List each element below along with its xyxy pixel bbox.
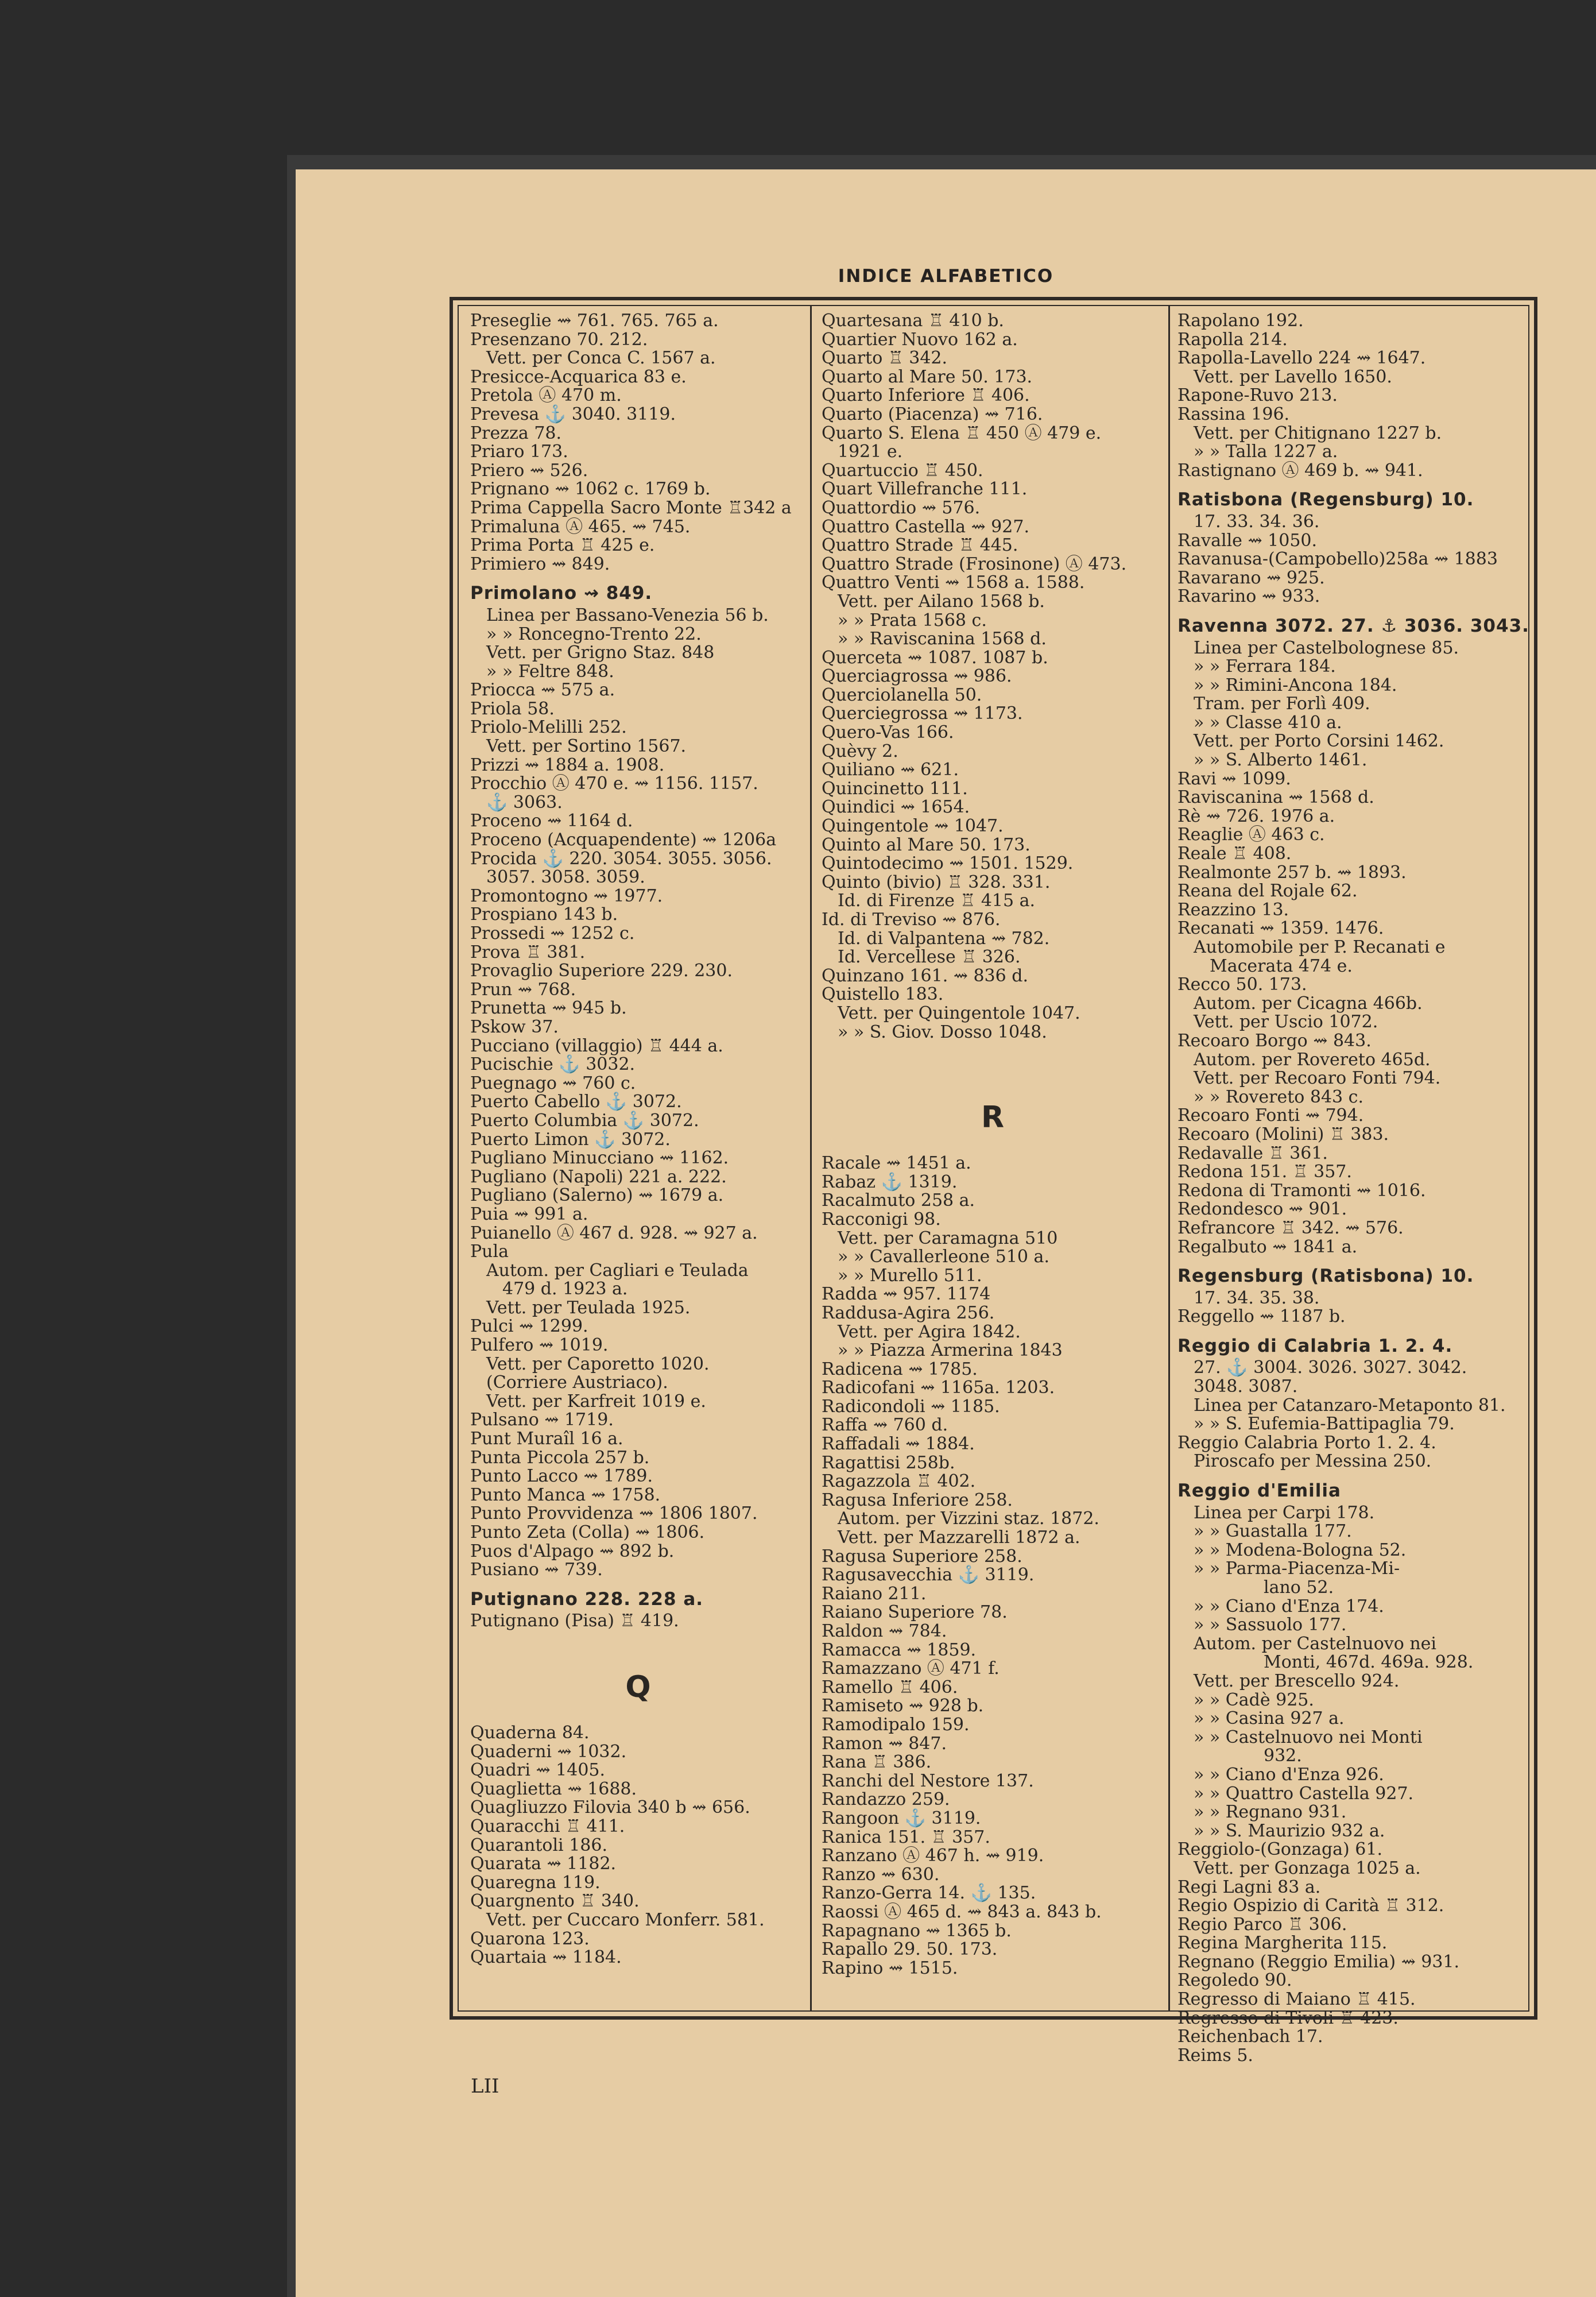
index-entry: Rapino ⇝ 1515. [822, 1958, 958, 1978]
index-entry: Reale ♖ 408. [1177, 844, 1292, 864]
column-rule-2 [1168, 306, 1170, 2010]
index-entry: Pulci ⇝ 1299. [470, 1316, 588, 1337]
index-entry: Punt Muraîl 16 a. [470, 1429, 623, 1449]
section-letter: R [981, 1100, 1005, 1135]
index-entry: Ravalle ⇝ 1050. [1177, 530, 1318, 551]
index-entry: Ramon ⇝ 847. [822, 1733, 947, 1754]
index-entry: Quinzano 161. ⇝ 836 d. [822, 965, 1028, 986]
index-entry: Quargnento ♖ 340. [470, 1891, 640, 1912]
index-entry: Vett. per Uscio 1072. [1194, 1012, 1378, 1033]
index-entry: Puia ⇝ 991 a. [470, 1204, 588, 1224]
index-entry: Piroscafo per Messina 250. [1194, 1451, 1432, 1472]
section-letter: Q [625, 1669, 651, 1704]
index-entry: Quingentole ⇝ 1047. [822, 816, 1004, 837]
book-page [296, 169, 1596, 2297]
index-entry: Autom. per Cicagna 466b. [1194, 993, 1423, 1014]
spacer [822, 1042, 1164, 1061]
index-entry: » » S. Eufemia-Battipaglia 79. [1194, 1414, 1455, 1434]
index-entry: Puianello Ⓐ 467 d. 928. ⇝ 927 a. [470, 1223, 758, 1243]
index-heading-entry: Putignano 228. 228 a. [470, 1588, 704, 1610]
index-entry: Ranica 151. ♖ 357. [822, 1827, 990, 1847]
index-entry: Radda ⇝ 957. 1174 [822, 1284, 991, 1305]
index-entry: Priolo-Melilli 252. [470, 717, 627, 738]
index-entry: Recoaro Borgo ⇝ 843. [1177, 1030, 1372, 1051]
index-entry: Punto Provvidenza ⇝ 1806 1807. [470, 1503, 758, 1524]
index-entry: Raiano Superiore 78. [822, 1602, 1008, 1623]
index-entry: » » Guastalla 177. [1194, 1521, 1352, 1542]
index-entry: Raossi Ⓐ 465 d. ⇝ 843 a. 843 b. [822, 1901, 1102, 1922]
index-entry: lano 52. [1264, 1577, 1334, 1598]
index-entry: Procchio Ⓐ 470 e. ⇝ 1156. 1157. [470, 774, 758, 794]
index-entry: Quincinetto 111. [822, 778, 968, 799]
index-entry: Prevesa ⚓ 3040. 3119. [470, 404, 676, 424]
spacer [470, 1704, 806, 1724]
index-entry: Prospiano 143 b. [470, 904, 618, 925]
index-entry: Pulfero ⇝ 1019. [470, 1335, 609, 1356]
index-entry: » » Casina 927 a. [1194, 1708, 1345, 1729]
index-entry: Vett. per Agira 1842. [838, 1321, 1021, 1342]
index-entry: Quartuccio ♖ 450. [822, 460, 983, 481]
index-entry: Ragusavecchia ⚓ 3119. [822, 1565, 1035, 1586]
index-entry: Regio Parco ♖ 306. [1177, 1914, 1347, 1935]
index-entry: Ragattisi 258b. [822, 1452, 955, 1473]
index-entry: Autom. per Vizzini staz. 1872. [838, 1509, 1099, 1529]
index-entry: Rassina 196. [1177, 404, 1290, 424]
spacer [470, 1631, 806, 1650]
index-entry: » » Roncegno-Trento 22. [486, 624, 702, 644]
index-entry: Pucischie ⚓ 3032. [470, 1054, 636, 1075]
index-entry: Reggello ⇝ 1187 b. [1177, 1306, 1346, 1327]
index-entry: Pretola Ⓐ 470 m. [470, 385, 622, 406]
index-entry: » » Sassuolo 177. [1194, 1615, 1347, 1635]
index-entry: Presenzano 70. 212. [470, 329, 648, 350]
index-entry: » » Quattro Castella 927. [1194, 1783, 1414, 1804]
index-entry: Querciolanella 50. [822, 685, 982, 705]
index-entry: Vett. per Porto Corsini 1462. [1194, 731, 1444, 752]
index-entry: Quattro Strade ♖ 445. [822, 535, 1018, 556]
index-entry: Id. di Valpantena ⇝ 782. [838, 928, 1050, 949]
index-entry: » » S. Alberto 1461. [1194, 750, 1368, 771]
index-entry: Rapallo 29. 50. 173. [822, 1939, 998, 1960]
index-entry: Pugliano Minucciano ⇝ 1162. [470, 1148, 729, 1169]
index-entry: Puos d'Alpago ⇝ 892 b. [470, 1541, 675, 1561]
index-entry: Recoaro Fonti ⇝ 794. [1177, 1105, 1364, 1126]
index-entry: Vett. per Grigno Staz. 848 [486, 643, 715, 663]
index-entry: Redavalle ♖ 361. [1177, 1143, 1328, 1163]
index-entry: Raldon ⇝ 784. [822, 1621, 947, 1641]
index-entry: » » Cadè 925. [1194, 1689, 1314, 1710]
index-entry: » » S. Maurizio 932 a. [1194, 1820, 1385, 1841]
index-entry: Raiano 211. [822, 1583, 927, 1604]
index-entry: Ramazzano Ⓐ 471 f. [822, 1658, 1000, 1679]
index-entry: Primaluna Ⓐ 465. ⇝ 745. [470, 516, 691, 537]
index-entry: Radicofani ⇝ 1165a. 1203. [822, 1378, 1055, 1398]
index-entry: Reana del Rojale 62. [1177, 881, 1358, 902]
spacer [822, 1081, 1164, 1100]
index-entry: Regnano (Reggio Emilia) ⇝ 931. [1177, 1951, 1460, 1972]
index-entry: Provaglio Superiore 229. 230. [470, 961, 733, 981]
index-entry: Prima Porta ♖ 425 e. [470, 535, 655, 556]
index-entry: Quaregna 119. [470, 1872, 601, 1893]
spacer [822, 1135, 1164, 1154]
index-entry: Quaracchi ♖ 411. [470, 1816, 625, 1836]
index-entry: Priaro 173. [470, 442, 568, 462]
index-entry: Ranzano Ⓐ 467 h. ⇝ 919. [822, 1846, 1044, 1866]
index-entry: 932. [1264, 1746, 1302, 1766]
index-entry: Ravanusa-(Campobello)258a ⇝ 1883 [1177, 549, 1498, 570]
index-entry: Linea per Catanzaro-Metaponto 81. [1194, 1395, 1506, 1416]
index-entry: » » Feltre 848. [486, 661, 614, 682]
index-entry: Realmonte 257 b. ⇝ 1893. [1177, 862, 1407, 883]
index-entry: Ravarano ⇝ 925. [1177, 567, 1325, 588]
index-entry: Reazzino 13. [1177, 899, 1289, 920]
column-rule-1 [810, 306, 812, 2010]
index-entry: Radicondoli ⇝ 1185. [822, 1396, 1000, 1417]
index-entry: Ranzo-Gerra 14. ⚓ 135. [822, 1883, 1036, 1904]
index-frame [450, 297, 1537, 2066]
index-entry: » » Raviscanina 1568 d. [838, 629, 1047, 649]
index-entry: Quarona 123. [470, 1928, 590, 1949]
index-entry: Prima Cappella Sacro Monte ♖342 a [470, 497, 792, 518]
index-entry: » » Prata 1568 c. [838, 610, 987, 631]
index-column-2 [822, 312, 1164, 1978]
index-entry: Regresso di Tivoli ♖ 423. [1177, 2008, 1399, 2028]
index-entry: 17. 33. 34. 36. [1194, 511, 1320, 532]
index-entry: Rabaz ⚓ 1319. [822, 1171, 958, 1192]
index-entry: Monti, 467d. 469a. 928. [1264, 1652, 1474, 1673]
index-entry: Racale ⇝ 1451 a. [822, 1153, 971, 1174]
index-entry: Rè ⇝ 726. 1976 a. [1177, 806, 1335, 826]
index-heading-entry: Primolano ⇝ 849. [470, 583, 653, 604]
index-entry: Querceta ⇝ 1087. 1087 b. [822, 647, 1048, 668]
index-entry: Vett. per Karfreit 1019 e. [486, 1391, 706, 1412]
index-entry: Prova ♖ 381. [470, 942, 586, 962]
index-entry: » » Ferrara 184. [1194, 656, 1336, 677]
index-heading-entry: Regensburg (Ratisbona) 10. [1177, 1266, 1474, 1287]
index-entry: » » Regnano 931. [1194, 1802, 1347, 1823]
index-entry: Pula [470, 1242, 509, 1262]
index-entry: Racalmuto 258 a. [822, 1190, 975, 1211]
index-entry: Prossedi ⇝ 1252 c. [470, 923, 635, 943]
index-entry: 3048. 3087. [1194, 1376, 1298, 1397]
index-entry: 3057. 3058. 3059. [486, 867, 645, 888]
index-entry: Quarto S. Elena ♖ 450 Ⓐ 479 e. [822, 423, 1102, 443]
index-entry: Ravi ⇝ 1099. [1177, 768, 1291, 789]
index-entry: » » Rovereto 843 c. [1194, 1086, 1364, 1107]
index-entry: Quarto al Mare 50. 173. [822, 366, 1033, 387]
index-entry: Rapagnano ⇝ 1365 b. [822, 1920, 1012, 1941]
index-entry: Quattordio ⇝ 576. [822, 497, 981, 518]
index-entry: » » S. Giov. Dosso 1048. [838, 1022, 1047, 1042]
index-entry: Quistello 183. [822, 984, 944, 1005]
index-entry: Rapolla-Lavello 224 ⇝ 1647. [1177, 348, 1426, 369]
index-entry: Vett. per Ailano 1568 b. [838, 591, 1045, 612]
index-entry: » » Piazza Armerina 1843 [838, 1340, 1063, 1361]
index-entry: Pulsano ⇝ 1719. [470, 1410, 614, 1430]
index-entry: Linea per Bassano-Venezia 56 b. [486, 605, 769, 625]
index-entry: Quaderni ⇝ 1032. [470, 1741, 627, 1762]
index-entry: Vett. per Quingentole 1047. [838, 1003, 1080, 1023]
index-entry: » » Castelnuovo nei Monti [1194, 1727, 1423, 1747]
index-entry: Quagliuzzo Filovia 340 b ⇝ 656. [470, 1797, 750, 1818]
index-entry: Vett. per Cuccaro Monferr. 581. [486, 1909, 765, 1930]
index-frame-inner [458, 305, 1529, 2066]
index-entry: Raviscanina ⇝ 1568 d. [1177, 787, 1374, 808]
index-entry: Putignano (Pisa) ♖ 419. [470, 1611, 679, 1631]
index-entry: Primiero ⇝ 849. [470, 554, 610, 574]
index-entry: Proceno (Acquapendente) ⇝ 1206a [470, 830, 777, 850]
index-entry: Reaglie Ⓐ 463 c. [1177, 825, 1325, 845]
index-entry: Puegnago ⇝ 760 c. [470, 1073, 636, 1093]
index-entry: Quattro Venti ⇝ 1568 a. 1588. [822, 573, 1085, 593]
index-entry: 479 d. 1923 a. [502, 1279, 628, 1300]
index-entry: Quèvy 2. [822, 741, 898, 761]
index-entry: Quartier Nuovo 162 a. [822, 329, 1018, 350]
index-entry: Quindici ⇝ 1654. [822, 797, 970, 818]
index-entry: Id. di Firenze ♖ 415 a. [838, 891, 1036, 911]
index-entry: Automobile per P. Recanati e [1194, 937, 1446, 957]
index-entry: Vett. per Lavello 1650. [1194, 366, 1392, 387]
index-entry: Prun ⇝ 768. [470, 979, 576, 1000]
index-heading-entry: Reggio d'Emilia [1177, 1480, 1341, 1502]
index-entry: Punto Zeta (Colla) ⇝ 1806. [470, 1522, 705, 1542]
index-entry: » » Cavallerleone 510 a. [838, 1247, 1049, 1267]
index-entry: Vett. per Gonzaga 1025 a. [1194, 1858, 1421, 1878]
index-entry: Procida ⚓ 220. 3054. 3055. 3056. [470, 848, 772, 869]
index-entry: Priola 58. [470, 698, 555, 719]
index-entry: Raddusa-Agira 256. [822, 1302, 995, 1323]
index-entry: Quarto ♖ 342. [822, 348, 948, 369]
index-entry: » » Rimini-Ancona 184. [1194, 675, 1397, 695]
page-header: INDICE ALFABETICO [838, 266, 1054, 287]
index-entry: » » Ciano d'Enza 926. [1194, 1764, 1384, 1785]
index-entry: Quaglietta ⇝ 1688. [470, 1778, 637, 1799]
index-entry: Puerto Cabello ⚓ 3072. [470, 1092, 682, 1112]
spacer [470, 1650, 806, 1670]
index-entry: Pugliano (Napoli) 221 a. 222. [470, 1166, 727, 1187]
index-entry: Vett. per Brescello 924. [1194, 1670, 1400, 1691]
index-entry: Prizzi ⇝ 1884 a. 1908. [470, 755, 665, 775]
index-entry: Promontogno ⇝ 1977. [470, 885, 663, 906]
index-entry: Punta Piccola 257 b. [470, 1447, 650, 1468]
index-entry: Pskow 37. [470, 1016, 559, 1037]
index-entry: Priocca ⇝ 575 a. [470, 680, 615, 701]
index-entry: Ramiseto ⇝ 928 b. [822, 1696, 984, 1716]
index-entry: Quinto (bivio) ♖ 328. 331. [822, 872, 1051, 892]
index-entry: Prunetta ⇝ 945 b. [470, 998, 627, 1019]
index-entry: Rastignano Ⓐ 469 b. ⇝ 941. [1177, 460, 1423, 481]
index-entry: Punto Manca ⇝ 1758. [470, 1484, 661, 1505]
index-entry: Ramodipalo 159. [822, 1714, 970, 1735]
index-entry: Reggiolo-(Gonzaga) 61. [1177, 1839, 1382, 1860]
index-entry: ⚓ 3063. [486, 792, 563, 813]
index-entry: Recco 50. 173. [1177, 975, 1307, 995]
index-entry: Pusiano ⇝ 739. [470, 1560, 603, 1580]
index-entry: Vett. per Caramagna 510 [838, 1228, 1058, 1248]
index-entry: Ragusa Superiore 258. [822, 1546, 1022, 1567]
index-entry: Puerto Columbia ⚓ 3072. [470, 1110, 699, 1131]
index-entry: Ragazzola ♖ 402. [822, 1471, 976, 1492]
index-entry: Quarto Inferiore ♖ 406. [822, 385, 1030, 406]
index-entry: 27. ⚓ 3004. 3026. 3027. 3042. [1194, 1358, 1467, 1378]
index-entry: Quinto al Mare 50. 173. [822, 834, 1031, 855]
index-entry: Pucciano (villaggio) ♖ 444 a. [470, 1035, 723, 1056]
index-entry: Linea per Carpi 178. [1194, 1502, 1375, 1523]
index-entry: Pugliano (Salerno) ⇝ 1679 a. [470, 1185, 724, 1206]
index-entry: Raffa ⇝ 760 d. [822, 1415, 948, 1436]
index-entry: Ramello ♖ 406. [822, 1677, 958, 1697]
index-entry: » » Modena-Bologna 52. [1194, 1540, 1407, 1560]
index-entry: 17. 34. 35. 38. [1194, 1287, 1320, 1308]
index-entry: Redona 151. ♖ 357. [1177, 1162, 1352, 1182]
index-entry: Quartaia ⇝ 1184. [470, 1947, 622, 1968]
index-entry: » » Classe 410 a. [1194, 712, 1342, 733]
index-entry: Linea per Castelbolognese 85. [1194, 637, 1459, 658]
index-entry: 1921 e. [838, 442, 903, 462]
index-entry: Autom. per Castelnuovo nei [1194, 1633, 1437, 1654]
index-column-1 [470, 312, 806, 1967]
index-entry: Puerto Limon ⚓ 3072. [470, 1129, 671, 1150]
index-heading-entry: Ravenna 3072. 27. ⚓ 3036. 3043. [1177, 615, 1529, 636]
index-entry: Ranzo ⇝ 630. [822, 1864, 940, 1885]
index-entry: » » Murello 511. [838, 1265, 982, 1286]
index-entry: Id. di Treviso ⇝ 876. [822, 910, 1001, 930]
index-entry: Racconigi 98. [822, 1209, 941, 1229]
index-entry: Quero-Vas 166. [822, 722, 954, 743]
index-entry: Vett. per Recoaro Fonti 794. [1194, 1068, 1441, 1089]
index-entry: Rapone-Ruvo 213. [1177, 385, 1338, 406]
index-entry: Rapolano 192. [1177, 311, 1304, 331]
index-entry: Vett. per Sortino 1567. [486, 736, 687, 757]
index-entry: Ravarino ⇝ 933. [1177, 586, 1320, 607]
index-entry: Reichenbach 17. [1177, 2027, 1323, 2047]
index-entry: » » Talla 1227 a. [1194, 442, 1338, 462]
index-entry: Redona di Tramonti ⇝ 1016. [1177, 1180, 1426, 1201]
index-entry: Quart Villefranche 111. [822, 479, 1028, 500]
index-entry: Ranchi del Nestore 137. [822, 1770, 1034, 1791]
index-entry: Quadri ⇝ 1405. [470, 1760, 606, 1781]
index-entry: Priero ⇝ 526. [470, 460, 588, 481]
index-entry: Quartesana ♖ 410 b. [822, 311, 1004, 331]
index-entry: Regoledo 90. [1177, 1970, 1292, 1991]
page-number: LII [471, 2075, 499, 2098]
index-entry: Rapolla 214. [1177, 329, 1288, 350]
index-entry: Raffadali ⇝ 1884. [822, 1434, 975, 1455]
index-entry: Vett. per Caporetto 1020. [486, 1354, 710, 1374]
spacer [822, 1061, 1164, 1081]
index-entry: Querciagrossa ⇝ 986. [822, 666, 1012, 687]
index-entry: Regio Ospizio di Carità ♖ 312. [1177, 1896, 1444, 1916]
index-entry: Regalbuto ⇝ 1841 a. [1177, 1236, 1358, 1257]
index-entry: Vett. per Chitignano 1227 b. [1194, 423, 1442, 443]
index-entry: Prezza 78. [470, 423, 562, 443]
index-column-3 [1177, 311, 1529, 2066]
index-entry: Refrancore ♖ 342. ⇝ 576. [1177, 1217, 1404, 1238]
index-entry: Quarto (Piacenza) ⇝ 716. [822, 404, 1043, 424]
index-entry: Proceno ⇝ 1164 d. [470, 811, 633, 832]
index-entry: Recanati ⇝ 1359. 1476. [1177, 918, 1384, 939]
index-entry: Regi Lagni 83 a. [1177, 1877, 1321, 1897]
index-entry: Presicce-Acquarica 83 e. [470, 366, 687, 387]
index-entry: Redondesco ⇝ 901. [1177, 1199, 1347, 1220]
index-entry: Regina Margherita 115. [1177, 1933, 1388, 1954]
index-entry: Ragusa Inferiore 258. [822, 1490, 1013, 1510]
index-entry: » » Parma-Piacenza-Mi- [1194, 1559, 1400, 1579]
index-entry: Recoaro (Molini) ♖ 383. [1177, 1124, 1389, 1144]
index-entry: Quarata ⇝ 1182. [470, 1854, 617, 1874]
index-entry: (Corriere Austriaco). [486, 1372, 668, 1393]
index-entry: Prignano ⇝ 1062 c. 1769 b. [470, 479, 711, 500]
index-entry: Querciegrossa ⇝ 1173. [822, 703, 1023, 724]
index-entry: Vett. per Conca C. 1567 a. [486, 348, 716, 369]
index-entry: Quattro Castella ⇝ 927. [822, 516, 1029, 537]
index-entry: Ramacca ⇝ 1859. [822, 1639, 977, 1660]
index-entry: Quaderna 84. [470, 1722, 590, 1743]
index-entry: Randazzo 259. [822, 1789, 950, 1810]
index-entry: Punto Lacco ⇝ 1789. [470, 1466, 653, 1487]
index-entry: Macerata 474 e. [1210, 956, 1353, 976]
index-entry: » » Ciano d'Enza 174. [1194, 1596, 1384, 1617]
index-entry: Rana ♖ 386. [822, 1752, 932, 1773]
index-entry: Id. Vercellese ♖ 326. [838, 947, 1021, 968]
index-entry: Quattro Strade (Frosinone) Ⓐ 473. [822, 554, 1127, 574]
index-entry: Reggio Calabria Porto 1. 2. 4. [1177, 1432, 1436, 1453]
index-entry: Autom. per Rovereto 465d. [1194, 1049, 1431, 1070]
index-entry: Preseglie ⇝ 761. 765. 765 a. [470, 311, 719, 331]
index-entry: Tram. per Forlì 409. [1194, 694, 1370, 714]
index-entry: Rangoon ⚓ 3119. [822, 1808, 981, 1828]
index-entry: Autom. per Cagliari e Teulada [486, 1260, 749, 1281]
index-entry: Quiliano ⇝ 621. [822, 760, 959, 780]
index-entry: Quarantoli 186. [470, 1835, 607, 1855]
index-entry: Radicena ⇝ 1785. [822, 1359, 978, 1379]
index-entry: Vett. per Teulada 1925. [486, 1297, 691, 1318]
index-heading-entry: Ratisbona (Regensburg) 10. [1177, 489, 1474, 511]
index-entry: Quintodecimo ⇝ 1501. 1529. [822, 853, 1074, 874]
index-entry: Reims 5. [1177, 2045, 1253, 2066]
index-entry: Vett. per Mazzarelli 1872 a. [838, 1528, 1080, 1548]
index-entry: Regresso di Maiano ♖ 415. [1177, 1989, 1416, 2010]
index-heading-entry: Reggio di Calabria 1. 2. 4. [1177, 1335, 1453, 1356]
